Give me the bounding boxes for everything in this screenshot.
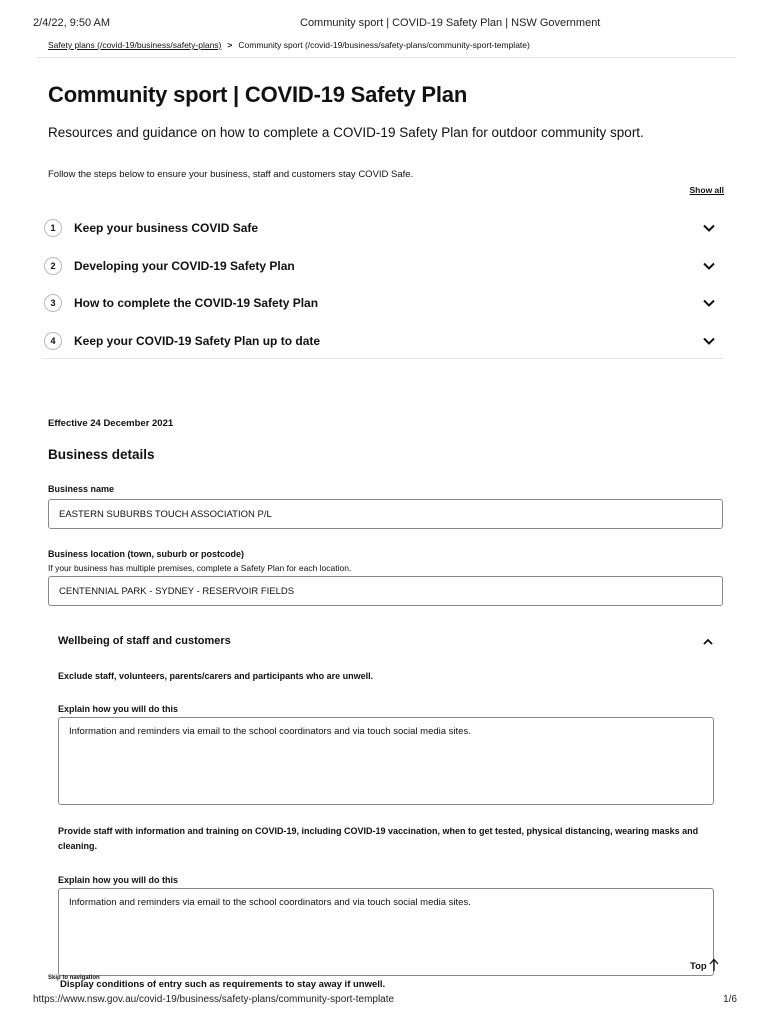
print-header	[33, 17, 737, 31]
business-name-field[interactable]: EASTERN SUBURBS TOUCH ASSOCIATION P/L	[48, 499, 723, 529]
top-label: Top	[690, 961, 707, 972]
print-footer	[33, 994, 737, 1008]
step-label: Developing your COVID-19 Safety Plan	[74, 259, 295, 273]
business-details-heading: Business details	[48, 447, 155, 462]
explain-textarea-2[interactable]: Information and reminders via email to the school coordinators and via touch social media sites.	[58, 888, 714, 976]
step-label: Keep your COVID-19 Safety Plan up to date	[74, 334, 321, 348]
step-label: Keep your business COVID Safe	[74, 221, 259, 235]
chevron-down-icon	[702, 334, 716, 348]
header-divider	[36, 57, 736, 58]
back-to-top-link[interactable]	[690, 958, 719, 972]
chevron-down-icon	[702, 221, 716, 235]
step-label: How to complete the COVID-19 Safety Plan	[74, 296, 319, 310]
explain-label-2: Explain how you will do this	[58, 875, 179, 885]
breadcrumb-link-safety-plans[interactable]: Safety plans (/covid-19/business/safety-plans)	[48, 40, 222, 50]
step-1-accordion[interactable]	[42, 217, 724, 243]
explain-label-1: Explain how you will do this	[58, 704, 179, 714]
step-number: 4	[44, 332, 62, 350]
breadcrumb	[48, 40, 530, 50]
step-number: 1	[44, 219, 62, 237]
print-doc-title: Community sport | COVID-19 Safety Plan | NSW Government	[300, 17, 601, 29]
steps-divider	[42, 358, 724, 359]
step-3-accordion[interactable]	[42, 292, 724, 318]
business-location-label: Business location (town, suburb or postcode)	[48, 549, 245, 559]
wellbeing-question-3: Display conditions of entry such as requirements to stay away if unwell.	[60, 979, 386, 990]
explain-textarea-1[interactable]: Information and reminders via email to the school coordinators and via touch social media sites.	[58, 717, 714, 805]
step-number: 2	[44, 257, 62, 275]
chevron-down-icon	[702, 259, 716, 273]
step-2-accordion[interactable]	[42, 255, 724, 281]
print-url: https://www.nsw.gov.au/covid-19/business/safety-plans/community-sport-template	[33, 994, 395, 1005]
page-title: Community sport | COVID-19 Safety Plan	[48, 82, 468, 107]
print-page-number: 1/6	[723, 994, 737, 1005]
show-all-link[interactable]: Show all	[689, 185, 724, 195]
effective-date: Effective 24 December 2021	[48, 418, 174, 429]
page-intro: Resources and guidance on how to complete a COVID-19 Safety Plan for outdoor community sport.	[48, 125, 644, 140]
step-number: 3	[44, 294, 62, 312]
arrow-up-icon	[709, 958, 719, 972]
wellbeing-section-heading[interactable]: Wellbeing of staff and customers	[58, 635, 231, 647]
business-location-field[interactable]: CENTENNIAL PARK - SYDNEY - RESERVOIR FIELDS	[48, 576, 723, 606]
chevron-down-icon	[702, 296, 716, 310]
print-datetime: 2/4/22, 9:50 AM	[33, 17, 111, 29]
business-location-help: If your business has multiple premises, complete a Safety Plan for each location.	[48, 563, 352, 573]
step-4-accordion[interactable]	[42, 330, 724, 356]
breadcrumb-current: Community sport (/covid-19/business/safety-plans/community-sport-template)	[238, 40, 530, 50]
wellbeing-question-1: Exclude staff, volunteers, parents/carers and participants who are unwell.	[58, 671, 374, 681]
breadcrumb-separator: >	[227, 40, 233, 50]
chevron-up-icon[interactable]	[702, 636, 714, 648]
skip-to-navigation-link[interactable]: Skip to navigation	[48, 975, 100, 981]
business-name-label: Business name	[48, 484, 115, 494]
steps-intro: Follow the steps below to ensure your business, staff and customers stay COVID Safe.	[48, 169, 414, 180]
wellbeing-question-2: Provide staff with information and training on COVID-19, including COVID-19 vaccination, when to get tested, physical distancing, wearing masks and cleaning.	[58, 826, 699, 851]
